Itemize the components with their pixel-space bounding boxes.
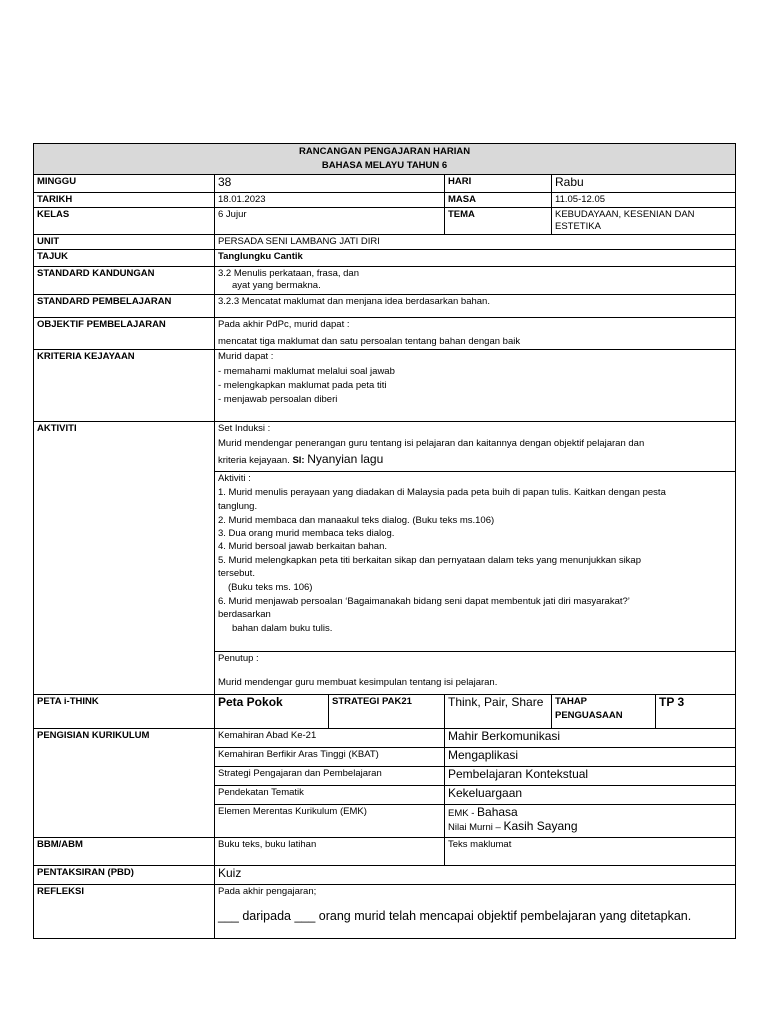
pengisian-item-3: Strategi Pengajaran dan Pembelajaran	[215, 767, 445, 786]
pengisian-item-4: Pendekatan Tematik	[215, 786, 445, 805]
emk-line	[448, 806, 732, 820]
set-induksi-cell	[215, 422, 736, 472]
bbm-value: Buku teks, buku latihan	[215, 838, 445, 866]
penutup-title: Penutup :	[218, 653, 259, 664]
pengisian-value-1: Mahir Berkomunikasi	[445, 729, 736, 748]
kriteria-line-2: - memahami maklumat melalui soal jawab	[218, 366, 395, 377]
nilai-line	[448, 820, 732, 834]
refleksi-line-2: ___ daripada ___ orang murid telah mencapai objektif pembelajaran yang ditetapkan.	[218, 909, 692, 923]
kriteria-line-3: - melengkapkan maklumat pada peta titi	[218, 380, 387, 391]
induksi-text-2: kriteria kejayaan.	[218, 455, 290, 466]
refleksi-line-1: Pada akhir pengajaran;	[218, 886, 317, 897]
step-1: 1. Murid menulis perayaan yang diadakan di Malaysia pada peta buih di papan tulis. Kaitkan dengan pesta	[218, 487, 666, 498]
tahap-label-1: TAHAP	[555, 696, 588, 707]
kelas-value: 6 Jujur	[215, 208, 445, 235]
emk-prefix: EMK -	[448, 808, 475, 819]
pengisian-value-2: Mengaplikasi	[445, 748, 736, 767]
strategi-label: STRATEGI PAK21	[329, 695, 445, 729]
standard-kandungan-label: STANDARD KANDUNGAN	[34, 267, 215, 295]
aktiviti-steps-cell	[215, 472, 736, 652]
lesson-plan-table	[33, 143, 736, 939]
pentaksiran-label: PENTAKSIRAN (PBD)	[34, 866, 215, 885]
tahap-value: TP 3	[656, 695, 736, 729]
tahap-label	[552, 695, 656, 729]
standard-pembelajaran-label: STANDARD PEMBELAJARAN	[34, 295, 215, 318]
doc-subtitle: BAHASA MELAYU TAHUN 6	[321, 160, 448, 171]
pengisian-value-4: Kekeluargaan	[445, 786, 736, 805]
penutup-cell	[215, 652, 736, 695]
kriteria-line-4: - menjawab persoalan diberi	[218, 394, 338, 405]
tajuk-value: Tanglungku Cantik	[215, 250, 736, 267]
kriteria-value	[215, 350, 736, 422]
peta-label: PETA i-THINK	[34, 695, 215, 729]
masa-label: MASA	[445, 193, 552, 208]
pengisian-item-1: Kemahiran Abad Ke-21	[215, 729, 445, 748]
nilai-prefix: Nilai Murni –	[448, 822, 501, 833]
penutup-text: Murid mendengar guru membuat kesimpulan tentang isi pelajaran.	[218, 677, 498, 688]
minggu-label: MINGGU	[34, 175, 215, 193]
tema-value: KEBUDAYAAN, KESENIAN DAN ESTETIKA	[552, 208, 736, 235]
induksi-text-2-row	[218, 453, 732, 467]
kelas-label: KELAS	[34, 208, 215, 235]
objektif-value	[215, 318, 736, 350]
objektif-label: OBJEKTIF PEMBELAJARAN	[34, 318, 215, 350]
bbm-label: BBM/ABM	[34, 838, 215, 866]
step-4: 4. Murid bersoal jawab berkaitan bahan.	[218, 541, 387, 552]
emk-value: Bahasa	[477, 805, 518, 819]
step-6: 6. Murid menjawab persoalan ‘Bagaimanakah bidang seni dapat membentuk jati diri masyarakat?’	[218, 596, 630, 607]
refleksi-label: REFLEKSI	[34, 885, 215, 939]
minggu-value: 38	[215, 175, 445, 193]
step-2: 2. Murid membaca dan manaakul teks dialog. (Buku teks ms.106)	[218, 515, 495, 526]
tahap-label-2: PENGUASAAN	[555, 710, 623, 721]
aktiviti-label: AKTIVITI	[34, 422, 215, 695]
pengisian-value-3: Pembelajaran Kontekstual	[445, 767, 736, 786]
nilai-value: Kasih Sayang	[503, 819, 578, 833]
header-cell	[34, 144, 736, 175]
objektif-line-1: Pada akhir PdPc, murid dapat :	[218, 319, 350, 330]
aktiviti-title: Aktiviti :	[218, 473, 251, 484]
unit-label: UNIT	[34, 235, 215, 250]
tema-label: TEMA	[445, 208, 552, 235]
tajuk-label: TAJUK	[34, 250, 215, 267]
kriteria-label: KRITERIA KEJAYAAN	[34, 350, 215, 422]
step-5-ref: (Buku teks ms. 106)	[228, 582, 313, 593]
step-3: 3. Dua orang murid membaca teks dialog.	[218, 528, 395, 539]
standard-pembelajaran-value: 3.2.3 Mencatat maklumat dan menjana idea berdasarkan bahan.	[215, 295, 736, 318]
bbm-value-2: Teks maklumat	[445, 838, 736, 866]
hari-label: HARI	[445, 175, 552, 193]
peta-value: Peta Pokok	[215, 695, 329, 729]
unit-value: PERSADA SENI LAMBANG JATI DIRI	[215, 235, 736, 250]
pentaksiran-value: Kuiz	[215, 866, 736, 885]
masa-value: 11.05-12.05	[552, 193, 736, 208]
sk-line-2: ayat yang bermakna.	[232, 280, 321, 291]
emk-item: Elemen Merentas Kurikulum (EMK)	[215, 805, 445, 838]
step-1-cont: tanglung.	[218, 501, 258, 512]
pengisian-item-2: Kemahiran Berfikir Aras Tinggi (KBAT)	[215, 748, 445, 767]
step-6-cont: berdasarkan	[218, 609, 271, 620]
step-5: 5. Murid melengkapkan peta titi berkaitan sikap dan pernyataan dalam teks yang menunjukkan sikap	[218, 555, 642, 566]
induksi-title: Set Induksi :	[218, 423, 271, 434]
standard-kandungan-value	[215, 267, 736, 295]
step-5-cont: tersebut.	[218, 568, 255, 579]
si-value: Nyanyian lagu	[307, 452, 384, 466]
doc-title: RANCANGAN PENGAJARAN HARIAN	[299, 146, 471, 157]
step-6-cont-2: bahan dalam buku tulis.	[232, 623, 333, 634]
induksi-text-1: Murid mendengar penerangan guru tentang isi pelajaran dan kaitannya dengan objektif pelajaran dan	[218, 438, 645, 449]
emk-value-cell	[445, 805, 736, 838]
refleksi-value	[215, 885, 736, 939]
objektif-line-2: mencatat tiga maklumat dan satu persoalan tentang bahan dengan baik	[218, 336, 521, 347]
tarikh-label: TARIKH	[34, 193, 215, 208]
sk-line-1: 3.2 Menulis perkataan, frasa, dan	[218, 268, 360, 279]
kriteria-line-1: Murid dapat :	[218, 351, 274, 362]
strategi-value: Think, Pair, Share	[445, 695, 552, 729]
tarikh-value: 18.01.2023	[215, 193, 445, 208]
si-label: SI:	[292, 455, 305, 466]
hari-value: Rabu	[552, 175, 736, 193]
pengisian-label: PENGISIAN KURIKULUM	[34, 729, 215, 838]
